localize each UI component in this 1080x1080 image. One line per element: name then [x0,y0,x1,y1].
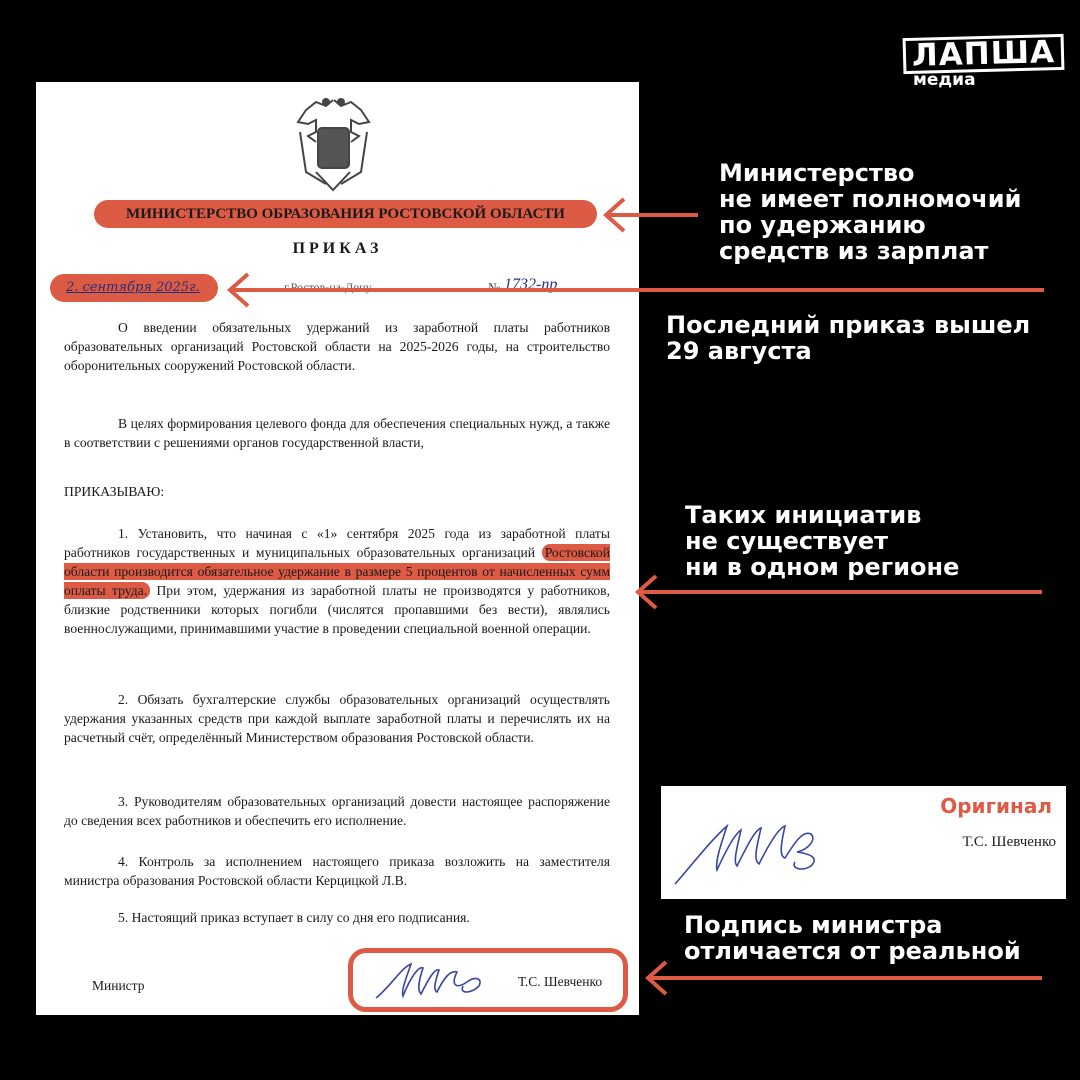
logo-main: ЛАПША [903,34,1065,74]
order-preamble: В целях формирования целевого фонда для обеспечения специальных нужд, а также в соответствии с решениями органов государственной власти, [64,416,610,450]
item1-intro: 1. Установить, что начиная с «1» сентября 2025 года из заработной платы работников государственных и муниципальных образовательных организаций [64,526,610,560]
arrow-icon [598,195,702,235]
deduction-highlight: Ростовской области производится обязательное удержание в размере 5 процентов от начисленных сумм оплаты труда. [64,545,610,598]
item1-exceptions: При этом, удержания из заработной платы не производятся у работников, близкие родственники которых погибли (числятся пропавшими без вести), являлись военнослужащими, принимавшими участие в проведении специальной военной операции. [64,583,610,636]
note-ministry-authority: Министерство не имеет полномочий по удержанию средств из зарплат [719,159,1022,265]
original-signature-icon [671,800,831,890]
original-signature-card [661,786,1066,899]
arrow-icon [222,270,1048,310]
logo-sub: медиа [913,70,976,90]
original-label: Оригинал [940,794,1052,818]
order-item-3: 3. Руководителям образовательных организаций довести настоящее распоряжение до сведения всех работников и обеспечить его исполнение. [64,794,610,828]
order-word: ПРИКАЗЫВАЮ: [64,484,165,499]
order-city: г.Ростов-на-Дону [284,280,372,294]
order-subject: О введении обязательных удержаний из заработной платы работников образовательных организаций Ростовской области на 2025-2026 годы, на строительство оборонительных сооружений Ростовской области. [64,320,610,373]
signer-name: Т.С. Шевченко [518,974,603,989]
order-number-label: № [488,280,501,295]
lapsha-media-logo [903,34,1056,90]
arrow-icon [630,572,1046,612]
order-number: 1732-пр [504,276,558,293]
order-item-1 [64,524,610,638]
order-document [36,82,639,1015]
note-signature-differs: Подпись министра отличается от реальной [684,911,1021,965]
arrow-icon [640,958,1046,998]
order-item-4: 4. Контроль за исполнением настоящего приказа возложить на заместителя министра образования Ростовской области Керцицкой Л.В. [64,854,610,888]
fake-signature-icon [371,956,511,1004]
order-title: ПРИКАЗ [292,240,383,257]
note-no-initiatives: Таких инициатив не существует ни в одном регионе [685,501,960,581]
ministry-header-highlight: МИНИСТЕРСТВО ОБРАЗОВАНИЯ РОСТОВСКОЙ ОБЛАСТИ [94,200,597,228]
note-last-order: Последний приказ вышел 29 августа [666,311,1031,365]
order-date: 2. сентября 2025г. [66,280,200,295]
coat-of-arms-icon [286,92,381,197]
order-item-5: 5. Настоящий приказ вступает в силу со дня его подписания. [118,910,470,925]
order-item-2: 2. Обязать бухгалтерские службы образовательных организаций осуществлять удержания указанных средств при каждой выплате заработной платы и перечислять их на расчетный счёт, определённый Министерством образования Ростовской области. [64,692,610,745]
minister-label: Министр [92,978,145,993]
original-signer-name: Т.С. Шевченко [962,834,1056,850]
